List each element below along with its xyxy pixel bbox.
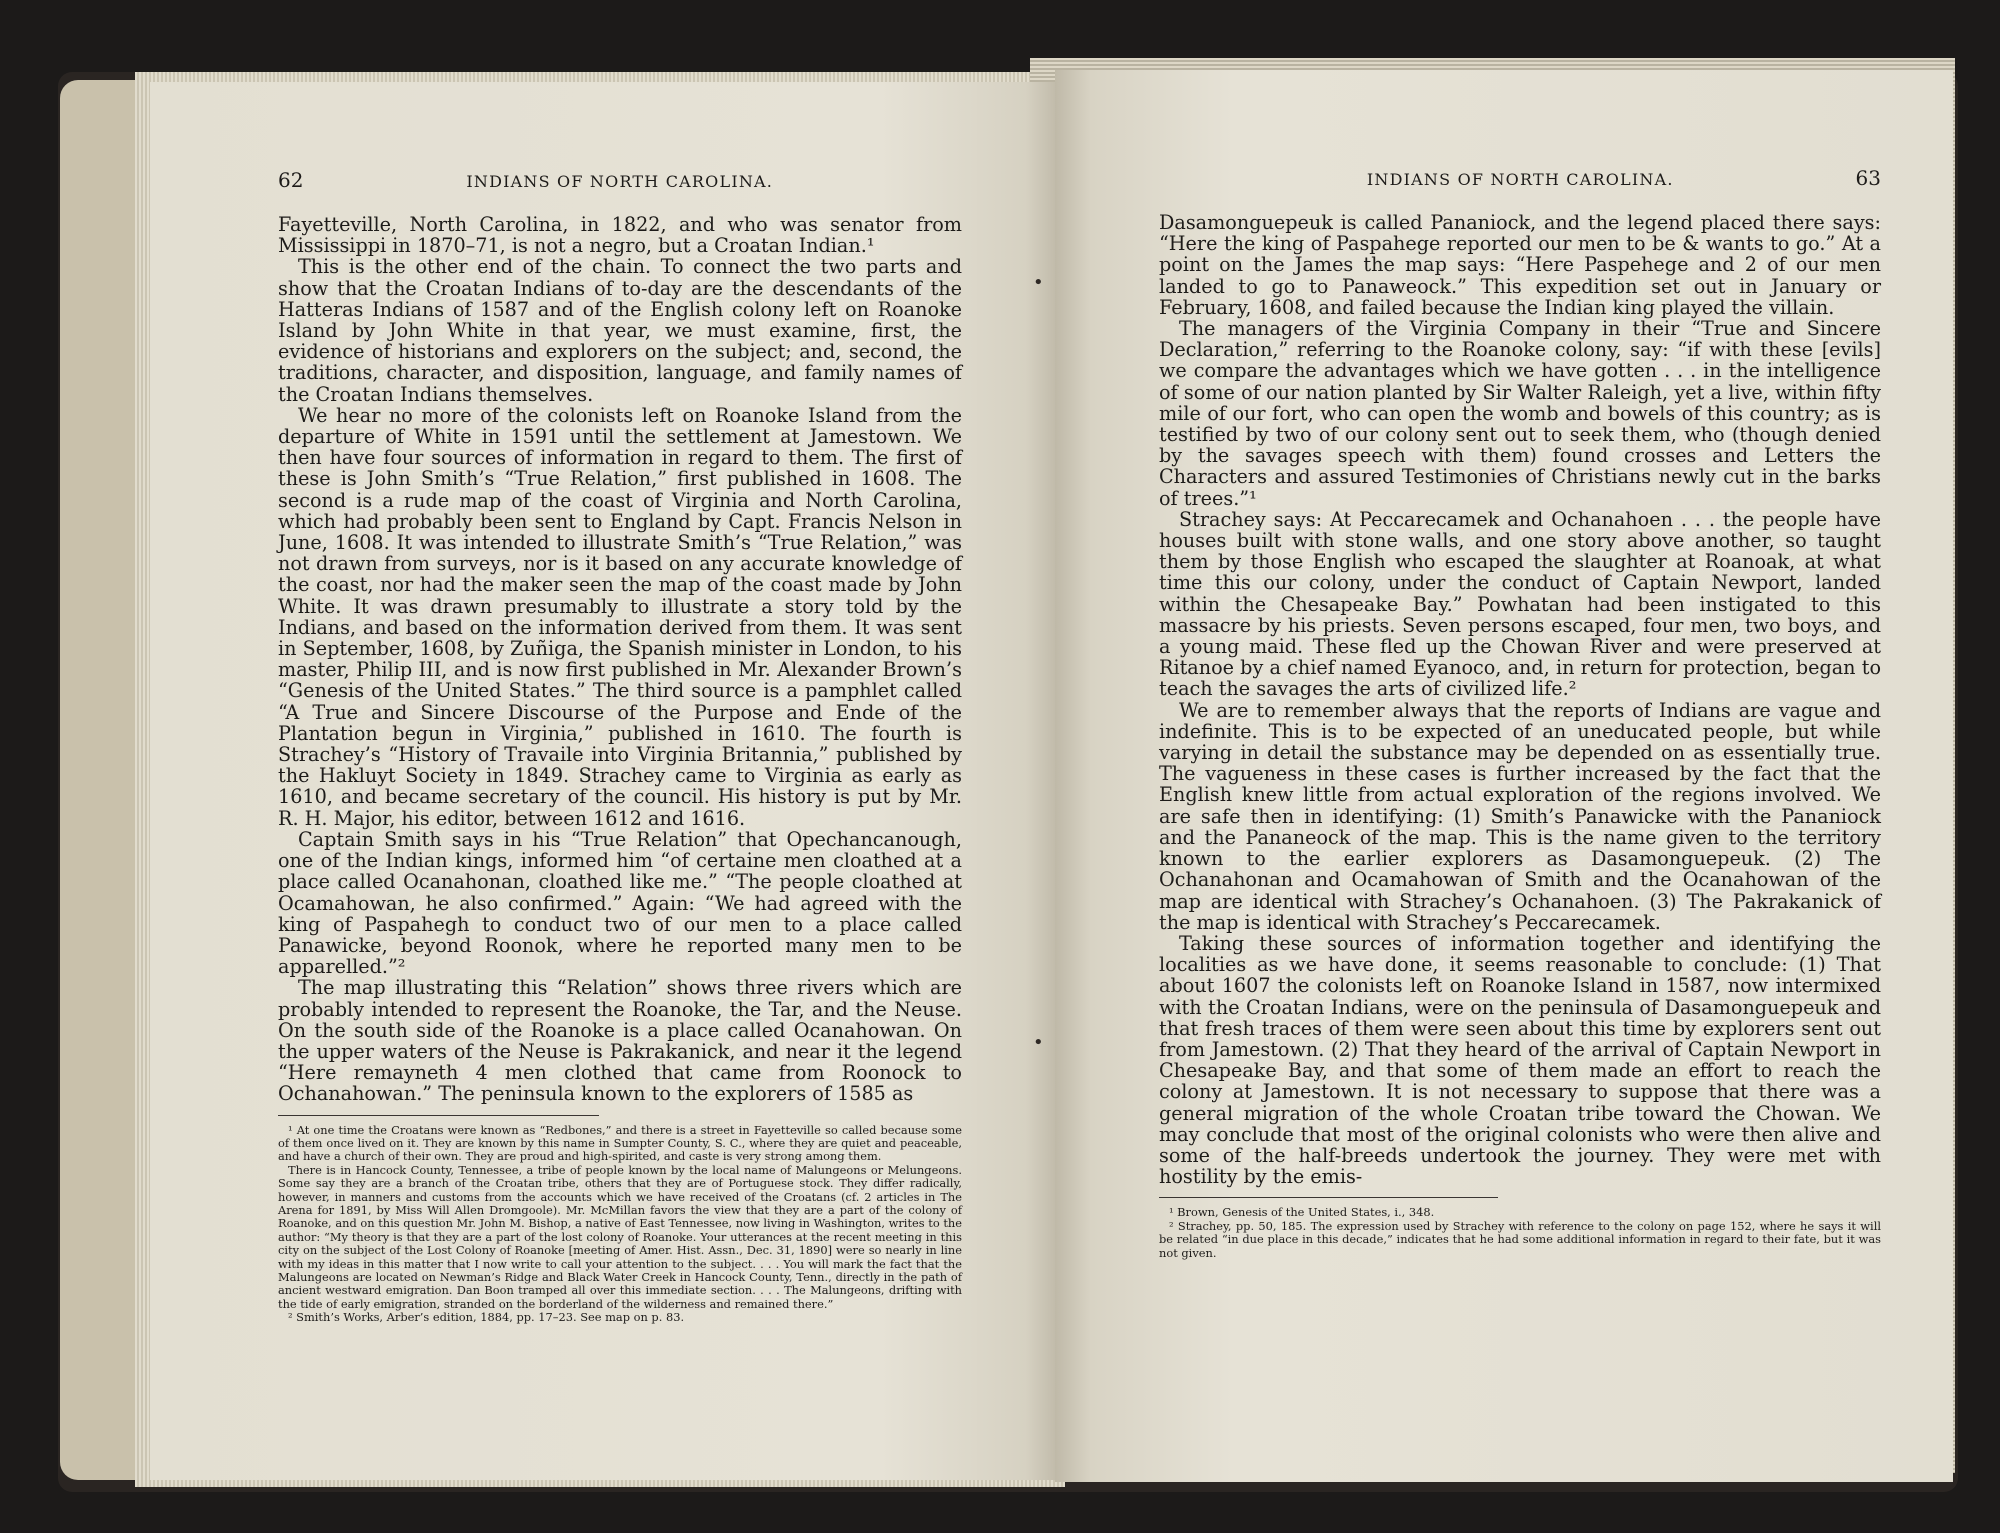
left-footnote-rule bbox=[278, 1115, 599, 1116]
left-footnote-1: ¹ At one time the Croatans were known as “Redbones,” and there is a street in Fayetteville so called because some of them once lived on it. They are known by this name in Sumpter County, S. C., where they are quiet and peaceable, and have a church of their own. They are proud and high-spirited, and caste is very strong among them. bbox=[278, 1122, 962, 1164]
left-paragraph-2: This is the other end of the chain. To connect the two parts and show that the Croatan Indians of to-day are the descendants of the Hatteras Indians of 1587 and of the English colony left on Roanoke Island by John White in that year, we must examine, first, the evidence of historians and explorers on the subject; and, second, the traditions, character, and disposition, language, and family names of the Croatan Indians themselves. bbox=[278, 255, 962, 406]
right-running-head-title: INDIANS OF NORTH CAROLINA. bbox=[1366, 170, 1674, 189]
left-paragraph-5: The map illustrating this “Relation” shows three rivers which are probably intended to represent the Roanoke, the Tar, and the Neuse. On the south side of the Roanoke is a place called Ocanahowan. On the upper waters of the Neuse is Pakrakanick, and near it the legend “Here remayneth 4 men clothed that came from Roonock to Ochanahowan.” The peninsula known to the explorers of 1585 as bbox=[278, 976, 962, 1106]
right-paragraph-2: The managers of the Virginia Company in their “True and Sincere Declaration,” referring to the Roanoke colony, say: “if with these [evils] we compare the advantages which we have gotten . . . in the intelligence of some of our nation planted by Sir Walter Raleigh, yet a live, within fifty mile of our fort, who can open the womb and bowels of this country; as is testified by two of our colony sent out to seek them, who (though denied by the savages speech with them) found crosses and Letters the Characters and assured Testimonies of Christians newly cut in the barks of trees.”¹ bbox=[1159, 317, 1881, 510]
left-paragraph-1: Fayetteville, North Carolina, in 1822, and who was senator from Mississippi in 1870–71, is not a negro, but a Croatan Indian.¹ bbox=[278, 213, 962, 258]
left-footnote-1-continued: There is in Hancock County, Tennessee, a tribe of people known by the local name of Malungeons or Melungeons. Some say they are a branch of the Croatan tribe, others that they are of Portuguese stock. They differ radically, however, in manners and customs from the accounts which we have received of the Croatans (cf. 2 articles in The Arena for 1891, by Miss Will Allen Dromgoole). Mr. McMillan favors the view that they are a part of the colony of Roanoke, and on this question Mr. John M. Bishop, a native of East Tennessee, now living in Washington, writes to the author: “My theory is that they are a part of the lost colony of Roanoke. Your utterances at the recent meeting in this city on the subject of the Lost Colony of Roanoke [meeting of Amer. Hist. Assn., Dec. 31, 1890] were so nearly in line with my ideas in this matter that I now write to call your attention to the subject. . . . You will mark the fact that the Malungeons are located on Newman’s Ridge and Black Water Creek in Hancock County, Tenn., directly in the path of ancient westward emigration. Dan Boon tramped all over this immediate section. . . . The Malungeons, drifting with the tide of early emigration, stranded on the borderland of the wilderness and remained there.” bbox=[278, 1162, 962, 1311]
left-running-head-title: INDIANS OF NORTH CAROLINA. bbox=[466, 172, 774, 191]
left-footnotes bbox=[278, 1124, 962, 1325]
right-running-header bbox=[1159, 166, 1881, 190]
left-running-header bbox=[278, 168, 962, 192]
left-footnote-2: ² Smith’s Works, Arber’s edition, 1884, pp. 17–23. See map on p. 83. bbox=[288, 1310, 685, 1325]
right-paragraph-5: Taking these sources of information together and identifying the localities as we have done, it seems reasonable to conclude: (1) That about 1607 the colonists left on Roanoke Island in 1587, now intermixed with the Croatan Indians, were on the peninsula of Dasamonguepeuk and that fresh traces of them were seen about this time by explorers sent out from Jamestown. (2) That they heard of the arrival of Captain Newport in Chesapeake Bay, and that some of them made an effort to reach the colony at Jamestown. It is not necessary to suppose that there was a general migration of the whole Croatan tribe toward the Chowan. We may conclude that most of the original colonists who were then alive and some of the half-breeds undertook the journey. They were met with hostility by the emis- bbox=[1159, 931, 1881, 1189]
right-page-number: 63 bbox=[1855, 166, 1881, 190]
gutter-stitch-mark: • bbox=[1033, 272, 1044, 293]
left-paragraph-3: We hear no more of the colonists left on Roanoke Island from the departure of White in 1591 until the settlement at Jamestown. We then have four sources of information in regard to them. The first of these is John Smith’s “True Relation,” first published in 1608. The second is a rude map of the coast of Virginia and North Carolina, which had probably been sent to England by Capt. Francis Nelson in June, 1608. It was intended to illustrate Smith’s “True Relation,” was not drawn from surveys, nor is it based on any accurate knowledge of the coast, nor had the maker seen the map of the coast made by John White. It was drawn presumably to illustrate a story told by the Indians, and based on the information derived from them. It was sent in September, 1608, by Zuñiga, the Spanish minister in London, to his master, Philip III, and is now first published in Mr. Alexander Brown’s “Genesis of the United States.” The third source is a pamphlet called “A True and Sincere Discourse of the Purpose and Ende of the Plantation begun in Virginia,” published in 1610. The fourth is Strachey’s “History of Travaile into Virginia Britannia,” published by the Hakluyt Society in 1849. Strachey came to Virginia as early as 1610, and became secretary of the council. His history is put by Mr. R. H. Major, his editor, between 1612 and 1616. bbox=[278, 403, 962, 830]
right-body-text bbox=[1159, 212, 1881, 1187]
left-page-number: 62 bbox=[278, 168, 304, 192]
right-footnotes bbox=[1159, 1206, 1881, 1260]
left-page bbox=[150, 82, 1062, 1480]
right-footnote-rule bbox=[1159, 1197, 1498, 1198]
right-page bbox=[1055, 70, 1953, 1482]
right-paragraph-4: We are to remember always that the reports of Indians are vague and indefinite. This is to be expected of an uneducated people, but while varying in detail the substance may be depended on as essentially true. The vagueness in these cases is further increased by the fact that the English knew little from actual exploration of the regions involved. We are safe then in identifying: (1) Smith’s Panawicke with the Pananiock and the Pananeock of the map. This is the name given to the territory known to the earlier explorers as Dasamonguepeuk. (2) The Ochanahonan and Ocamahowan of Smith and the Ocanahowan of the map are identical with Strachey’s Ochanahoen. (3) The Pakrakanick of the map is identical with Strachey’s Peccarecamek. bbox=[1159, 698, 1881, 934]
right-footnote-2: ² Strachey, pp. 50, 185. The expression used by Strachey with reference to the colony on page 152, where he says it will be related “in due place in this decade,” indicates that he had some additional information in regard to their fate, but it was not given. bbox=[1159, 1218, 1881, 1260]
gutter-stitch-mark: • bbox=[1033, 1032, 1044, 1053]
right-paragraph-1: Dasamonguepeuk is called Pananiock, and the legend placed there says: “Here the king of Paspahege reported our men to be & wants to go.” At a point on the James the map says: “Here Paspehege and 2 of our men landed to go to Panaweock.” This expedition set out in January or February, 1608, and failed because the Indian king played the villain. bbox=[1159, 211, 1881, 319]
left-body-text bbox=[278, 214, 962, 1105]
right-paragraph-3: Strachey says: At Peccarecamek and Ochanahoen . . . the people have houses built with stone walls, and one story above another, so taught them by those English who escaped the slaughter at Roanoak, at what time this our colony, under the conduct of Captain Newport, landed within the Chesapeake Bay.” Powhatan had been instigated to this massacre by his priests. Seven persons escaped, four men, two boys, and a young maid. These fled up the Chowan River and were preserved at Ritanoe by a chief named Eyanoco, and, in return for protection, began to teach the savages the arts of civilized life.² bbox=[1159, 507, 1881, 701]
left-paragraph-4: Captain Smith says in his “True Relation” that Opechancanough, one of the Indian kings, informed him “of certaine men cloathed at a place called Ocanahonan, cloathed like me.” “The people cloathed at Ocamahowan, he also confirmed.” Again: “We had agreed with the king of Paspahegh to conduct two of our men to a place called Panawicke, beyond Roonok, where he reported many men to be apparelled.”² bbox=[278, 827, 962, 979]
right-footnote-1: ¹ Brown, Genesis of the United States, i., 348. bbox=[1169, 1205, 1435, 1220]
